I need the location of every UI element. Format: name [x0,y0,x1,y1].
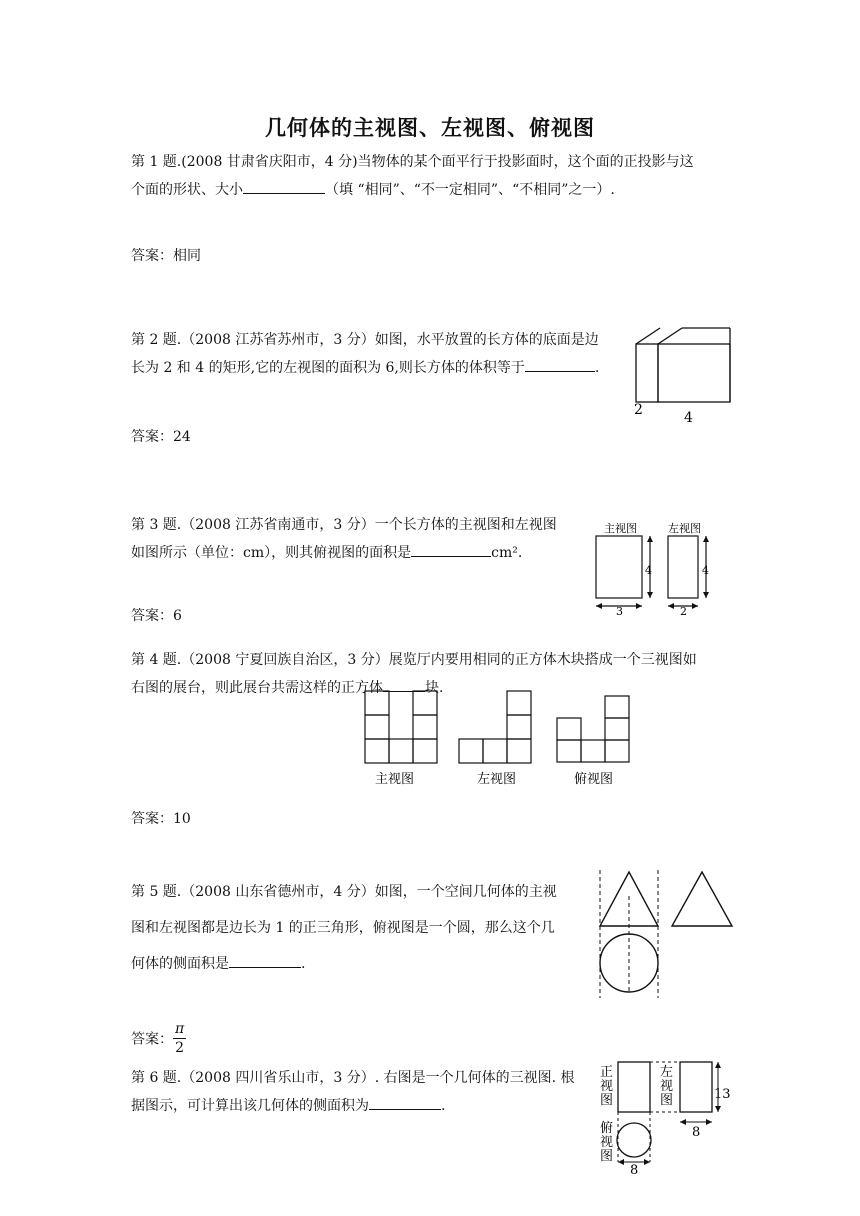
answer-blank [369,1095,441,1110]
question-5-line-2: 图和左视图都是边长为 1 的正三角形，俯视图是一个圆，那么这个几 [131,920,555,936]
answer-5-fraction [173,1020,186,1057]
left-view-label: 左视图 [668,522,701,535]
cylinder-left-label-2: 视 [660,1079,674,1094]
answer-5-numerator: π [175,1021,185,1037]
question-2 [131,326,631,382]
answer-5: 答案： $\frac{\pi}{2}$ [131,1021,185,1056]
answer-blank [411,542,491,557]
three-views-cubes-figure [355,686,645,790]
answer-2: 答案：24 [131,429,191,445]
question-3-line-2: 如图所示（单位：cm），则其俯视图的面积是 cm². [131,539,601,567]
cylinder-width-8-left: 8 [692,1125,701,1140]
cylinder-left-label-3: 图 [660,1093,674,1108]
question-5-line-1: 第 5 题.（2008 山东省德州市，4 分）如图，一个空间几何体的主视 [131,884,557,900]
cylinder-width-8-top: 8 [630,1163,639,1176]
answer-2-value: 24 [173,429,191,445]
cylinder-left-label-1: 左 [660,1065,674,1080]
answer-3: 答案：6 [131,608,182,624]
question-4-line-2: 右图的展台，则此展台共需这样的正方体 块. [131,674,741,702]
question-6-line-2: 据图示，可计算出该几何体的侧面积为 . [131,1092,601,1120]
question-6-line-1: 第 6 题.（2008 四川省乐山市，3 分）. 右图是一个几何体的三视图. 根 [131,1070,575,1086]
answer-1-value: 相同 [173,248,201,264]
question-2-line-2: 长为 2 和 4 的矩形,它的左视图的面积为 6,则长方体的体积等于 . [131,354,631,382]
cylinder-height-13: 13 [714,1087,731,1102]
answer-4-value: 10 [173,811,191,827]
answer-5-denominator: 2 [175,1040,185,1056]
cone-three-views-figure [592,866,742,1000]
cubes-top-view-label: 俯视图 [574,772,614,787]
question-5-line-3: 何体的侧面积是 . [131,946,601,982]
question-1 [131,148,741,204]
cylinder-top-label-3: 图 [600,1149,614,1164]
cylinder-three-views-figure [596,1056,736,1176]
page-title: 几何体的主视图、左视图、俯视图 [265,115,595,140]
question-3 [131,511,601,567]
cubes-left-view-label: 左视图 [477,772,517,787]
cuboid-label-4: 4 [684,410,693,424]
answer-1: 答案：相同 [131,248,201,264]
cuboid-two-views-figure [590,518,720,618]
question-5 [131,874,601,982]
cuboid-figure [626,322,738,424]
cuboid-label-2: 2 [634,402,643,418]
left-view-height: 4 [702,564,709,577]
answer-blank [243,179,325,194]
question-6 [131,1064,601,1120]
cylinder-front-label-1: 正 [600,1065,614,1080]
main-view-height: 4 [645,564,652,577]
answer-3-value: 6 [173,608,182,624]
cylinder-front-label-3: 图 [600,1093,614,1108]
main-view-width: 3 [616,605,623,618]
cylinder-front-label-2: 视 [600,1079,614,1094]
cylinder-top-label-2: 视 [600,1135,614,1150]
answer-blank [229,953,301,968]
cylinder-top-label-1: 俯 [600,1121,614,1136]
question-2-line-1: 第 2 题.（2008 江苏省苏州市，3 分）如图，水平放置的长方体的底面是边 [131,332,599,348]
question-1-line-1: 第 1 题.(2008 甘肃省庆阳市，4 分)当物体的某个面平行于投影面时，这个面的正投影与这 [131,154,694,170]
question-3-line-1: 第 3 题.（2008 江苏省南通市，3 分）一个长方体的主视图和左视图 [131,517,557,533]
question-1-line-2: 个面的形状、大小 （填 “相同”、“不一定相同”、“不相同”之一）. [131,176,741,204]
left-view-width: 2 [680,605,687,618]
main-view-label: 主视图 [604,522,637,535]
cubes-main-view-label: 主视图 [375,772,415,787]
answer-blank [525,357,595,372]
question-4-line-1: 第 4 题.（2008 宁夏回族自治区，3 分）展览厅内要用相同的正方体木块搭成一个三视图如 [131,652,697,668]
answer-4: 答案：10 [131,811,191,827]
